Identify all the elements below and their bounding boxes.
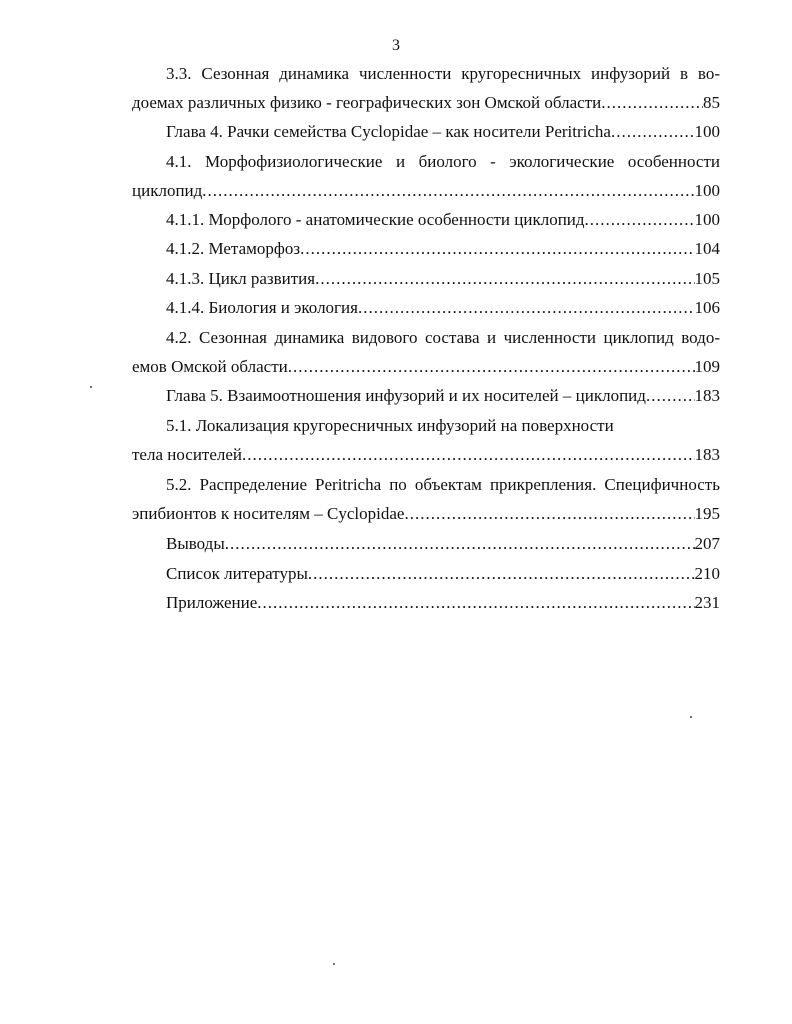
toc-leader-dots bbox=[225, 534, 695, 554]
toc-page-number: 100 bbox=[694, 122, 720, 141]
toc-entry-4-1-4 bbox=[166, 298, 720, 318]
toc-entry-5-1-line1: 5.1. Локализация кругоресничных инфузорий на поверхности bbox=[166, 416, 614, 435]
toc-page-number: 109 bbox=[694, 357, 720, 376]
toc-page-number: 85 bbox=[703, 93, 720, 112]
scan-speck bbox=[690, 716, 692, 718]
toc-entry-3-3-line2 bbox=[132, 93, 720, 113]
toc-entry-5-1-line2 bbox=[132, 445, 720, 465]
toc-page-number: 183 bbox=[694, 386, 720, 405]
toc-entry-appendix bbox=[166, 593, 720, 613]
toc-page-number: 195 bbox=[694, 504, 720, 523]
toc-page-number: 207 bbox=[694, 534, 720, 553]
toc-entry-4-1-2 bbox=[166, 239, 720, 259]
toc-leader-dots bbox=[300, 239, 694, 259]
toc-entry-4-2-line2 bbox=[132, 357, 720, 377]
toc-entry-chapter-5 bbox=[166, 386, 720, 406]
toc-leader-dots bbox=[257, 593, 694, 613]
toc-page-number: 100 bbox=[694, 210, 720, 229]
toc-entry-text: Глава 5. Взаимоотношения инфузорий и их носителей – циклопид bbox=[166, 386, 646, 405]
toc-entry-text: Приложение bbox=[166, 593, 258, 612]
toc-page-number: 100 bbox=[694, 181, 720, 200]
toc-page-number: 231 bbox=[694, 593, 720, 612]
toc-entry-text: 4.1.1. Морфолого - анатомические особенности циклопид bbox=[166, 210, 585, 229]
toc-leader-dots bbox=[242, 445, 694, 465]
toc-leader-dots bbox=[315, 269, 694, 289]
toc-entry-4-1-line1: 4.1. Морфофизиологические и биолого - экологические особенности bbox=[166, 152, 720, 171]
toc-leader-dots bbox=[404, 504, 694, 524]
toc-entry-text: Список литературы bbox=[166, 564, 308, 583]
toc-page-number: 210 bbox=[694, 564, 720, 583]
toc-entry-text: Глава 4. Рачки семейства Cyclopidae – как носители Peritricha bbox=[166, 122, 611, 141]
toc-entry-4-1-line2 bbox=[132, 181, 720, 201]
toc-leader-dots bbox=[646, 386, 695, 406]
toc-entry-references bbox=[166, 564, 720, 584]
toc-leader-dots bbox=[585, 210, 695, 230]
toc-entry-text: эпибионтов к носителям – Cyclopidae bbox=[132, 504, 405, 523]
scan-speck bbox=[90, 386, 92, 388]
toc-leader-dots bbox=[288, 357, 695, 377]
toc-entry-text: 4.1.2. Метаморфоз bbox=[166, 239, 301, 258]
toc-entry-4-1-1 bbox=[166, 210, 720, 230]
toc-entry-conclusions bbox=[166, 534, 720, 554]
toc-page-number: 183 bbox=[694, 445, 720, 464]
toc-entry-chapter-4 bbox=[166, 122, 720, 142]
scan-speck bbox=[333, 963, 335, 965]
toc-entry-text: емов Омской области bbox=[132, 357, 288, 376]
toc-entry-3-3-line1: 3.3. Сезонная динамика численности кругоресничных инфузорий в во- bbox=[166, 64, 720, 83]
toc-leader-dots bbox=[308, 564, 695, 584]
page-number: 3 bbox=[392, 37, 400, 54]
toc-entry-text: доемах различных физико - географических зон Омской области bbox=[132, 93, 602, 112]
toc-entry-text: тела носителей bbox=[132, 445, 243, 464]
toc-entry-4-1-3 bbox=[166, 269, 720, 289]
toc-entry-5-2-line1: 5.2. Распределение Peritricha по объектам прикрепления. Специфичность bbox=[166, 475, 720, 494]
toc-entry-5-2-line2 bbox=[132, 504, 720, 524]
toc-page-number: 104 bbox=[694, 239, 720, 258]
toc-leader-dots bbox=[611, 122, 695, 142]
toc-entry-text: 4.1.3. Цикл развития bbox=[166, 269, 316, 288]
toc-entry-text: Выводы bbox=[166, 534, 225, 553]
toc-leader-dots bbox=[601, 93, 703, 113]
toc-entry-text: циклопид bbox=[132, 181, 203, 200]
toc-entry-text: 4.1.4. Биология и экология bbox=[166, 298, 358, 317]
toc-page-number: 105 bbox=[694, 269, 720, 288]
toc-leader-dots bbox=[358, 298, 695, 318]
toc-entry-4-2-line1: 4.2. Сезонная динамика видового состава и численности циклопид водо- bbox=[166, 328, 720, 347]
toc-leader-dots bbox=[202, 181, 694, 201]
toc-page-number: 106 bbox=[694, 298, 720, 317]
